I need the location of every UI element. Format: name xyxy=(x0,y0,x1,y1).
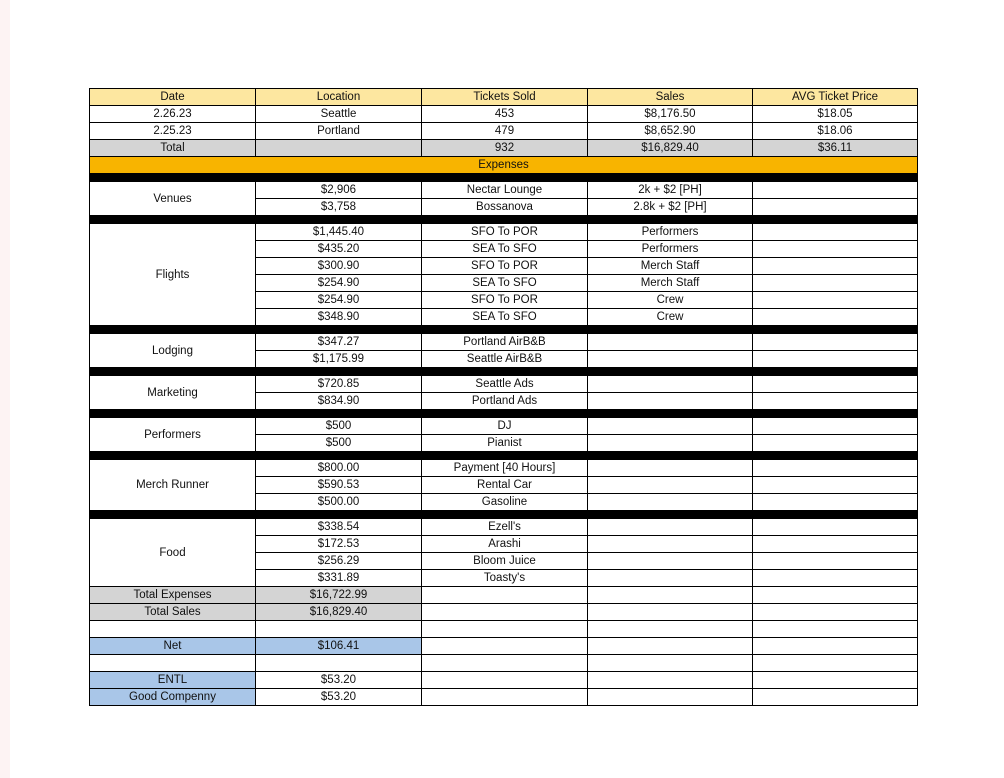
show-row xyxy=(90,123,918,140)
expense-description: Gasoline xyxy=(422,494,588,511)
total-blank xyxy=(256,140,422,157)
expense-amount: $348.90 xyxy=(256,309,422,326)
expense-category: Merch Runner xyxy=(90,460,256,511)
separator-bar xyxy=(90,216,918,224)
expense-description: Ezell's xyxy=(422,519,588,536)
expense-note: Performers xyxy=(588,224,753,241)
expense-note: 2.8k + $2 [PH] xyxy=(588,199,753,216)
group-separator xyxy=(90,174,918,182)
expense-note: Merch Staff xyxy=(588,258,753,275)
empty-cell xyxy=(753,536,918,553)
show-tickets: 479 xyxy=(422,123,588,140)
expense-row xyxy=(90,376,918,393)
expense-amount: $500.00 xyxy=(256,494,422,511)
expense-note xyxy=(588,519,753,536)
good-compenny-row xyxy=(90,689,918,706)
expense-amount: $834.90 xyxy=(256,393,422,410)
header-cell: Sales xyxy=(588,89,753,106)
expense-description: Payment [40 Hours] xyxy=(422,460,588,477)
expense-row xyxy=(90,519,918,536)
show-avg-price: $18.05 xyxy=(753,106,918,123)
show-date: 2.26.23 xyxy=(90,106,256,123)
expense-amount: $800.00 xyxy=(256,460,422,477)
expense-amount: $3,758 xyxy=(256,199,422,216)
expense-category: Flights xyxy=(90,224,256,326)
expense-category: Marketing xyxy=(90,376,256,410)
blank-row xyxy=(90,621,918,638)
expense-description: SEA To SFO xyxy=(422,309,588,326)
empty-cell xyxy=(753,241,918,258)
summary-value: $16,722.99 xyxy=(256,587,422,604)
total-label: Total xyxy=(90,140,256,157)
expense-description: Seattle AirB&B xyxy=(422,351,588,368)
total-expenses-row xyxy=(90,587,918,604)
expense-description: Nectar Lounge xyxy=(422,182,588,199)
expense-amount: $590.53 xyxy=(256,477,422,494)
expense-note: Performers xyxy=(588,241,753,258)
expenses-banner-row xyxy=(90,157,918,174)
expense-amount: $256.29 xyxy=(256,553,422,570)
expense-amount: $2,906 xyxy=(256,182,422,199)
expense-category: Venues xyxy=(90,182,256,216)
empty-cell xyxy=(753,519,918,536)
empty-cell xyxy=(256,655,422,672)
separator-bar xyxy=(90,452,918,460)
total-sales: $16,829.40 xyxy=(588,140,753,157)
expense-note: 2k + $2 [PH] xyxy=(588,182,753,199)
expense-amount: $254.90 xyxy=(256,292,422,309)
empty-cell xyxy=(753,570,918,587)
expense-note xyxy=(588,376,753,393)
expense-note: Merch Staff xyxy=(588,275,753,292)
empty-cell xyxy=(753,351,918,368)
expense-description: Bloom Juice xyxy=(422,553,588,570)
empty-cell xyxy=(753,553,918,570)
expense-note xyxy=(588,553,753,570)
expense-note: Crew xyxy=(588,309,753,326)
empty-cell xyxy=(753,494,918,511)
expense-note xyxy=(588,418,753,435)
empty-cell xyxy=(588,587,753,604)
empty-cell xyxy=(422,638,588,655)
expense-note xyxy=(588,570,753,587)
expense-amount: $338.54 xyxy=(256,519,422,536)
expense-amount: $500 xyxy=(256,435,422,452)
header-cell: AVG Ticket Price xyxy=(753,89,918,106)
header-row xyxy=(90,89,918,106)
empty-cell xyxy=(422,604,588,621)
expense-amount: $500 xyxy=(256,418,422,435)
expense-description: DJ xyxy=(422,418,588,435)
expense-description: Seattle Ads xyxy=(422,376,588,393)
separator-bar xyxy=(90,174,918,182)
expense-amount: $254.90 xyxy=(256,275,422,292)
expense-row xyxy=(90,224,918,241)
expenses-banner: Expenses xyxy=(90,157,918,174)
empty-cell xyxy=(753,309,918,326)
summary-label: Total Sales xyxy=(90,604,256,621)
expense-description: Portland Ads xyxy=(422,393,588,410)
spreadsheet-page xyxy=(10,0,1004,778)
show-tickets: 453 xyxy=(422,106,588,123)
separator-bar xyxy=(90,368,918,376)
group-separator xyxy=(90,410,918,418)
empty-cell xyxy=(753,376,918,393)
empty-cell xyxy=(256,621,422,638)
empty-cell xyxy=(90,655,256,672)
show-sales: $8,176.50 xyxy=(588,106,753,123)
entl-row xyxy=(90,672,918,689)
empty-cell xyxy=(753,334,918,351)
summary-value: $16,829.40 xyxy=(256,604,422,621)
expense-description: SEA To SFO xyxy=(422,275,588,292)
expense-description: SFO To POR xyxy=(422,258,588,275)
expense-category: Performers xyxy=(90,418,256,452)
expense-amount: $347.27 xyxy=(256,334,422,351)
expense-amount: $1,445.40 xyxy=(256,224,422,241)
expense-description: Pianist xyxy=(422,435,588,452)
empty-cell xyxy=(753,477,918,494)
separator-bar xyxy=(90,511,918,519)
total-tickets: 932 xyxy=(422,140,588,157)
expense-note xyxy=(588,393,753,410)
expense-note xyxy=(588,477,753,494)
empty-cell xyxy=(588,621,753,638)
show-row xyxy=(90,106,918,123)
expense-note xyxy=(588,351,753,368)
expense-note xyxy=(588,435,753,452)
expense-amount: $331.89 xyxy=(256,570,422,587)
summary-label: Good Compenny xyxy=(90,689,256,706)
expense-description: Portland AirB&B xyxy=(422,334,588,351)
empty-cell xyxy=(753,292,918,309)
expense-description: SEA To SFO xyxy=(422,241,588,258)
tour-budget-table xyxy=(89,88,918,706)
expense-amount: $300.90 xyxy=(256,258,422,275)
expense-description: Rental Car xyxy=(422,477,588,494)
empty-cell xyxy=(588,655,753,672)
empty-cell xyxy=(422,587,588,604)
expense-note xyxy=(588,494,753,511)
header-cell: Date xyxy=(90,89,256,106)
group-separator xyxy=(90,326,918,334)
summary-value: $53.20 xyxy=(256,672,422,689)
expense-note xyxy=(588,536,753,553)
expense-note: Crew xyxy=(588,292,753,309)
expense-description: Bossanova xyxy=(422,199,588,216)
empty-cell xyxy=(753,655,918,672)
expense-description: SFO To POR xyxy=(422,292,588,309)
separator-bar xyxy=(90,326,918,334)
show-sales: $8,652.90 xyxy=(588,123,753,140)
header-cell: Location xyxy=(256,89,422,106)
total-sales-row xyxy=(90,604,918,621)
empty-cell xyxy=(753,418,918,435)
show-location: Seattle xyxy=(256,106,422,123)
empty-cell xyxy=(588,604,753,621)
empty-cell xyxy=(753,199,918,216)
group-separator xyxy=(90,452,918,460)
header-cell: Tickets Sold xyxy=(422,89,588,106)
empty-cell xyxy=(588,689,753,706)
empty-cell xyxy=(753,621,918,638)
empty-cell xyxy=(422,621,588,638)
expense-category: Food xyxy=(90,519,256,587)
expense-amount: $435.20 xyxy=(256,241,422,258)
show-avg-price: $18.06 xyxy=(753,123,918,140)
blank-row xyxy=(90,655,918,672)
group-separator xyxy=(90,511,918,519)
empty-cell xyxy=(753,587,918,604)
summary-value: $53.20 xyxy=(256,689,422,706)
expense-description: SFO To POR xyxy=(422,224,588,241)
empty-cell xyxy=(753,182,918,199)
empty-cell xyxy=(422,689,588,706)
total-row xyxy=(90,140,918,157)
expense-row xyxy=(90,460,918,477)
expense-row xyxy=(90,418,918,435)
net-row xyxy=(90,638,918,655)
empty-cell xyxy=(753,393,918,410)
empty-cell xyxy=(422,655,588,672)
empty-cell xyxy=(753,638,918,655)
empty-cell xyxy=(753,258,918,275)
empty-cell xyxy=(753,275,918,292)
expense-row xyxy=(90,334,918,351)
group-separator xyxy=(90,368,918,376)
show-date: 2.25.23 xyxy=(90,123,256,140)
empty-cell xyxy=(753,460,918,477)
expense-note xyxy=(588,334,753,351)
empty-cell xyxy=(422,672,588,689)
empty-cell xyxy=(753,672,918,689)
empty-cell xyxy=(753,689,918,706)
separator-bar xyxy=(90,410,918,418)
summary-label: ENTL xyxy=(90,672,256,689)
empty-cell xyxy=(753,224,918,241)
expense-category: Lodging xyxy=(90,334,256,368)
expense-description: Toasty's xyxy=(422,570,588,587)
summary-value: $106.41 xyxy=(256,638,422,655)
empty-cell xyxy=(753,604,918,621)
expense-description: Arashi xyxy=(422,536,588,553)
total-avg-price: $36.11 xyxy=(753,140,918,157)
expense-amount: $1,175.99 xyxy=(256,351,422,368)
empty-cell xyxy=(90,621,256,638)
empty-cell xyxy=(588,638,753,655)
empty-cell xyxy=(588,672,753,689)
empty-cell xyxy=(753,435,918,452)
expense-amount: $172.53 xyxy=(256,536,422,553)
expense-amount: $720.85 xyxy=(256,376,422,393)
summary-label: Total Expenses xyxy=(90,587,256,604)
summary-label: Net xyxy=(90,638,256,655)
group-separator xyxy=(90,216,918,224)
expense-note xyxy=(588,460,753,477)
show-location: Portland xyxy=(256,123,422,140)
expense-row xyxy=(90,182,918,199)
